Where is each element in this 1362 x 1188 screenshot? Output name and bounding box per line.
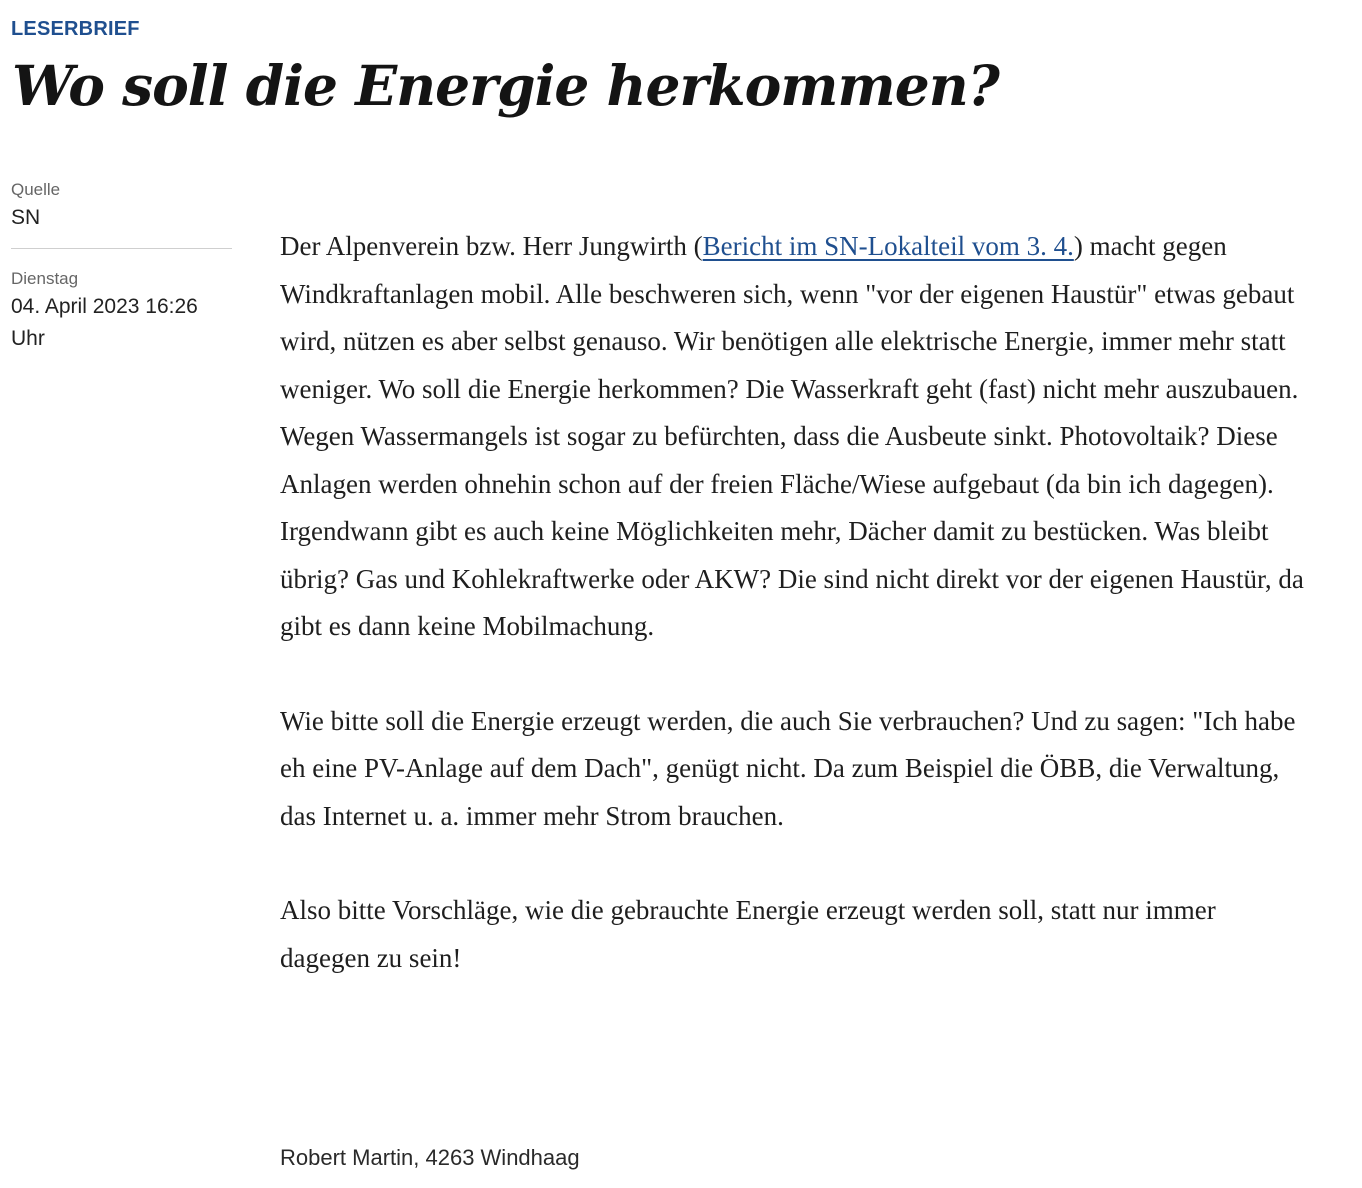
paragraph-3: Also bitte Vorschläge, wie die gebrauchte Energie erzeugt werden soll, statt nur immer dagegen zu sein! bbox=[280, 895, 1216, 973]
paragraph-2: Wie bitte soll die Energie erzeugt werden, die auch Sie verbrauchen? Und zu sagen: "Ich habe eh eine PV-Anlage auf dem Dach", genügt nicht. Da zum Beispiel die ÖBB, die Verwaltung, das Internet u. a. immer mehr Strom brauchen. bbox=[280, 705, 1296, 831]
author-signature: Robert Martin, 4263 Windhaag bbox=[280, 1145, 580, 1170]
date-label: Dienstag bbox=[11, 269, 79, 288]
source-label: Quelle bbox=[11, 180, 61, 199]
paragraph-1-text: ) macht gegen Windkraftanlagen mobil. Alle beschweren sich, wenn "vor der eigenen Haustür" etwas gebaut wird, nützen es aber selbst genauso. Wir benötigen alle elektrische Energie, immer mehr statt weniger. Wo soll die Energie herkommen? Die Wasserkraft geht (fast) nicht mehr auszubauen. Wegen Wassermangels ist sogar zu befürchten, dass die Ausbeute sinkt. Photovoltaik? Diese Anlagen werden ohnehin schon auf der freien Fläche/Wiese aufgebaut (da bin ich dagegen). Irgendwann gibt es auch keine Möglichkeiten mehr, Dächer damit zu bestücken. Was bleibt übrig? Gas und Kohlekraftwerke oder AKW? Die sind nicht direkt vor der eigenen Haustür, da gibt es dann keine Mobilmachung. bbox=[280, 231, 1304, 641]
meta-divider bbox=[11, 248, 232, 249]
kicker-label: LESERBRIEF bbox=[11, 18, 140, 40]
article-body bbox=[280, 223, 1310, 1029]
paragraph-1 bbox=[280, 223, 1310, 651]
article-headline: Wo soll die Energie herkommen? bbox=[12, 53, 999, 118]
related-report-link[interactable]: Bericht im SN-Lokalteil vom 3. 4. bbox=[702, 231, 1074, 261]
article-meta bbox=[11, 178, 232, 355]
date-value: 04. April 2023 16:26 Uhr bbox=[11, 295, 198, 350]
paragraph-1-intro: Der Alpenverein bzw. Herr Jungwirth ( bbox=[280, 231, 703, 261]
source-value: SN bbox=[11, 206, 41, 229]
